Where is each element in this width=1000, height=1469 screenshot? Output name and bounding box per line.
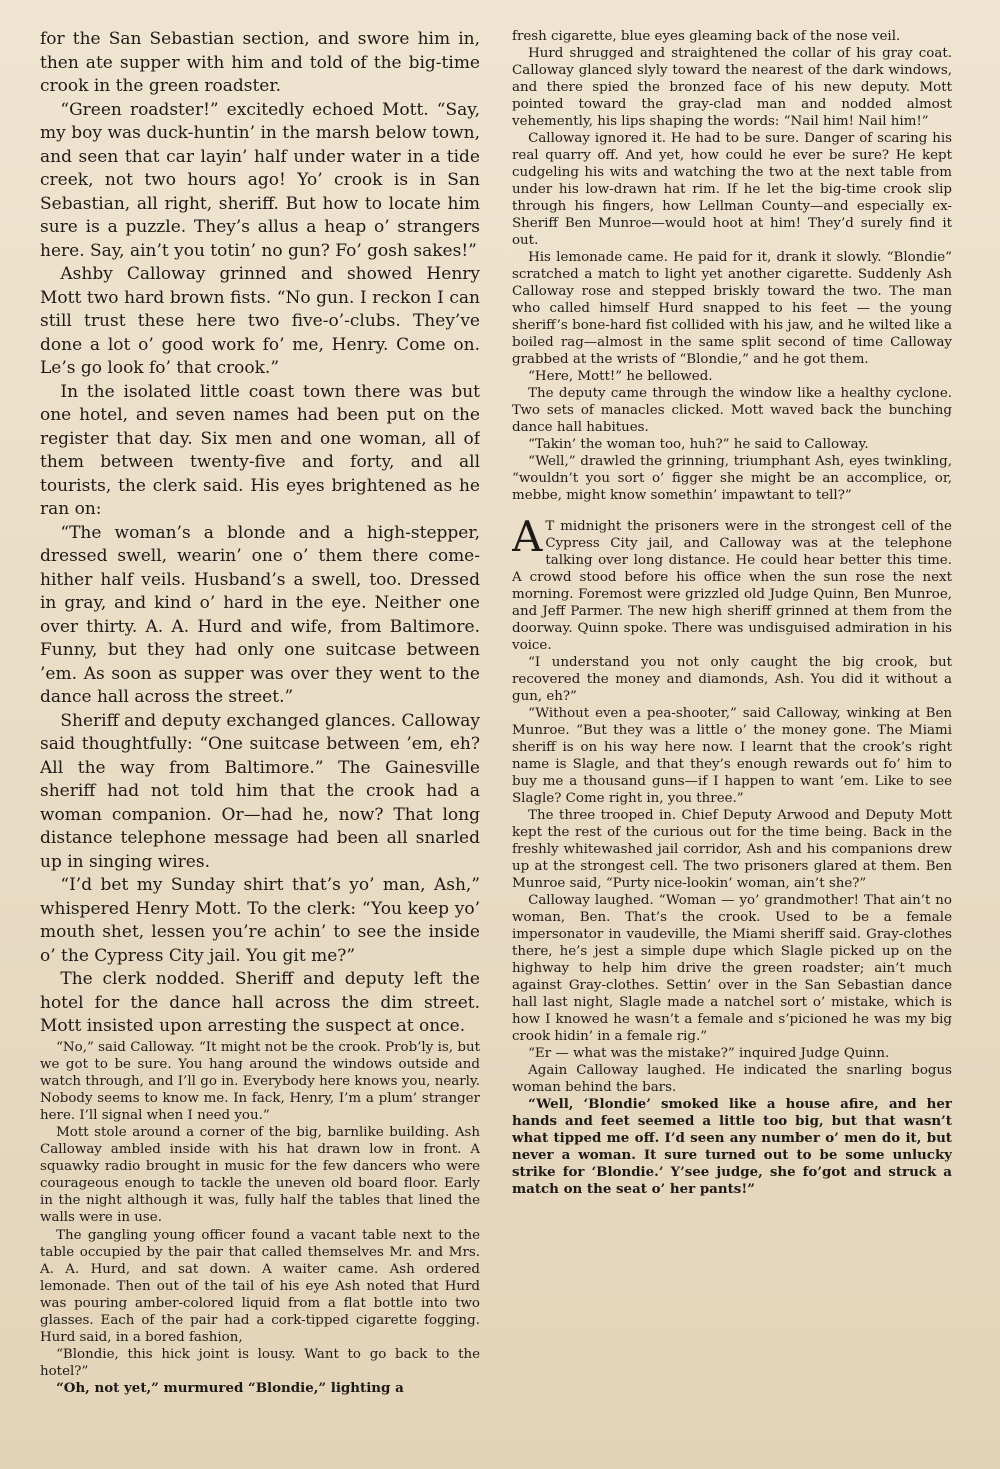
paragraph: Calloway laughed. “Woman — yo’ grandmother! That ain’t no woman, Ben. That’s the crook. Used to be a female impersonator in vaudeville, the Miami sheriff said. Gray-clothes there, he’s jest a simple dupe which Slagle picked up on the highway to help him drive the green roadster; ain’t much against Gray-clothes. Settin’ over in the San Sebastian dance hall last night, Slagle made a natchel sort o’ mistake, which is how I knowed he wasn’t a female and s’picioned he was my big crook hidin’ in a female rig.” [512,893,952,1044]
paragraph: “Oh, not yet,” murmured “Blondie,” lighting a [56,1380,404,1397]
section-opening-paragraph [512,512,952,654]
paragraph: The clerk nodded. Sheriff and deputy left the hotel for the dance hall across the dim street. Mott insisted upon arresting the suspect at once. [40,969,480,1036]
paragraph: Sheriff and deputy exchanged glances. Calloway said thoughtfully: “One suitcase between ’em, eh? All the way from Baltimore.” The Gainesville sheriff had not told him that the crook had a woman companion. Or—had he, now? That long distance telephone message had been all snarled up in singing wires. [40,710,480,872]
paragraph: The three trooped in. Chief Deputy Arwood and Deputy Mott kept the rest of the curious out for the time being. Back in the freshly whitewashed jail corridor, Ash and his companions drew up at the strongest cell. The two prisoners glared at them. Ben Munroe said, “Purty nice-lookin’ woman, ain’t she?” [512,808,952,891]
paragraph: “Here, Mott!” he bellowed. [528,369,713,384]
paragraph: “Without even a pea-shooter,” said Calloway, winking at Ben Munroe. “But they was a little o’ the money gone. The Miami sheriff is on his way here now. I learnt that the crook’s right name is Slagle, and that they’s enough rewards out fo’ him to buy me a thousand guns—if I happen to want ’em. Like to see Slagle? Come right in, you three.” [512,706,952,806]
paragraph: Calloway ignored it. He had to be sure. Danger of scaring his real quarry off. And yet, how could he ever be sure? He kept cudgeling his wits and watching the two at the next table from under his low-drawn hat rim. If he let the big-time crook slip through his fingers, how Lellman County—and especially ex-Sheriff Ben Munroe—would hoot at him! They’d surely find it out. [512,131,952,248]
paragraph: fresh cigarette, blue eyes gleaming back of the nose veil. [512,29,901,44]
paragraph: “I understand you not only caught the big crook, but recovered the money and diamonds, Ash. You did it without a gun, eh?” [512,655,952,704]
right-column [512,28,952,1198]
paragraph: Again Calloway laughed. He indicated the snarling bogus woman behind the bars. [512,1063,952,1095]
drop-cap: A [512,512,543,561]
section-break [512,504,952,518]
paragraph: “No,” said Calloway. “It might not be the crook. Prob’ly is, but we got to be sure. You hang around the windows outside and watch through, and I’ll go in. Everybody here knows you, nearly. Nobody seems to know me. In fack, Henry, I’m a plum’ stranger here. I’ll signal when I need you.” [40,1039,480,1123]
paragraph: In the isolated little coast town there was but one hotel, and seven names had been put on the register that day. Six men and one woman, all of them between twenty-five and forty, and all tourists, the clerk said. His eyes brightened as he ran on: [40,381,480,519]
paragraph: “Blondie, this hick joint is lousy. Want to go back to the hotel?” [40,1347,480,1380]
paragraph: Hurd shrugged and straightened the collar of his gray coat. Calloway glanced slyly toward the nearest of the dark windows, and there spied the bronzed face of his new deputy. Mott pointed toward the gray-clad man and nodded almost vehemently, his lips shaping the words: “Nail him! Nail him!” [512,46,952,129]
paragraph: “The woman’s a blonde and a high-stepper, dressed swell, wearin’ one o’ them there come-hither half veils. Husband’s a swell, too. Dressed in gray, and kind o’ hard in the eye. Neither one over thirty. A. A. Hurd and wife, from Baltimore. Funny, but they had only one suitcase between ’em. As soon as supper was over they went to the dance hall across the street.” [40,522,480,707]
paragraph: “Well, ‘Blondie’ smoked like a house afire, and her hands and feet seemed a little too big, but that wasn’t what tipped me off. I’d seen any number o’ men do it, but never a woman. It sure turned out to be some unlucky strike for ‘Blondie.’ Y’see judge, she fo’got and struck a match on the seat o’ her pants!” [512,1096,952,1197]
paragraph: His lemonade came. He paid for it, drank it slowly. “Blondie” scratched a match to light yet another cigarette. Suddenly Ash Calloway rose and stepped briskly toward the two. The man who called himself Hurd snapped to his feet — the young sheriff’s bone-hard fist collided with his jaw, and he wilted like a boiled rag—almost in the same split second of time Calloway grabbed at the wrists of “Blondie,” and he got them. [512,250,952,367]
paragraph: The gangling young officer found a vacant table next to the table occupied by the pair that called themselves Mr. and Mrs. A. A. Hurd, and sat down. A waiter came. Ash ordered lemonade. Then out of the tail of his eye Ash noted that Hurd was pouring amber-colored liquid from a flat bottle into two glasses. Each of the pair had a cork-tipped cigarette fogging. Hurd said, in a bored fashion, [40,1227,480,1346]
paragraph: “Takin’ the woman too, huh?” he said to Calloway. [528,437,869,452]
paragraph: “I’d bet my Sunday shirt that’s yo’ man, Ash,” whispered Henry Mott. To the clerk: “You keep yo’ mouth shet, lessen you’re achin’ to see the inside o’ the Cypress City jail. You git me?” [40,875,480,966]
paragraph: for the San Sebastian section, and swore him in, then ate supper with him and told of the big-time crook in the green roadster. [40,29,480,96]
paragraph: “Well,” drawled the grinning, triumphant Ash, eyes twinkling, “wouldn’t you sort o’ figger she might be an accomplice, or, mebbe, might know somethin’ impawtant to tell?” [512,454,952,503]
left-small-text [40,1039,480,1398]
paragraph: Ashby Calloway grinned and showed Henry Mott two hard brown fists. “No gun. I reckon I can still trust these here two five-o’-clubs. They’ve done a lot o’ good work fo’ me, Henry. Come on. Le’s go look fo’ that crook.” [40,264,480,378]
left-large-text [40,28,480,1039]
left-column [40,28,480,1397]
paragraph: Mott stole around a corner of the big, barnlike building. Ash Calloway ambled inside with his hat drawn low in front. A squawky radio brought in music for the few dancers who were courageous enough to tackle the uneven old board floor. Early in the night although it was, fully half the tables that lined the walls were in use. [40,1124,480,1226]
section-opening-text: T midnight the prisoners were in the strongest cell of the Cypress City jail, and Calloway was at the telephone talking over long distance. He could hear better this time. A crowd stood before his office when the sun rose the next morning. Foremost were grizzled old Judge Quinn, Ben Munroe, and Jeff Parmer. The new high sheriff grinned at them from the doorway. Quinn spoke. There was undisguised admiration in his voice. [512,519,952,653]
paragraph: The deputy came through the window like a healthy cyclone. Two sets of manacles clicked. Mott waved back the bunching dance hall habitues. [512,386,952,435]
paragraph: “Er — what was the mistake?” inquired Judge Quinn. [528,1046,890,1061]
paragraph: “Green roadster!” excitedly echoed Mott. “Say, my boy was duck-huntin’ in the marsh below town, and seen that car layin’ half under water in a tide creek, not two hours ago! Yo’ crook is in San Sebastian, all right, sheriff. But how to locate him sure is a puzzle. They’s allus a heap o’ strangers here. Say, ain’t you totin’ no gun? Fo’ gosh sakes!” [40,99,480,261]
